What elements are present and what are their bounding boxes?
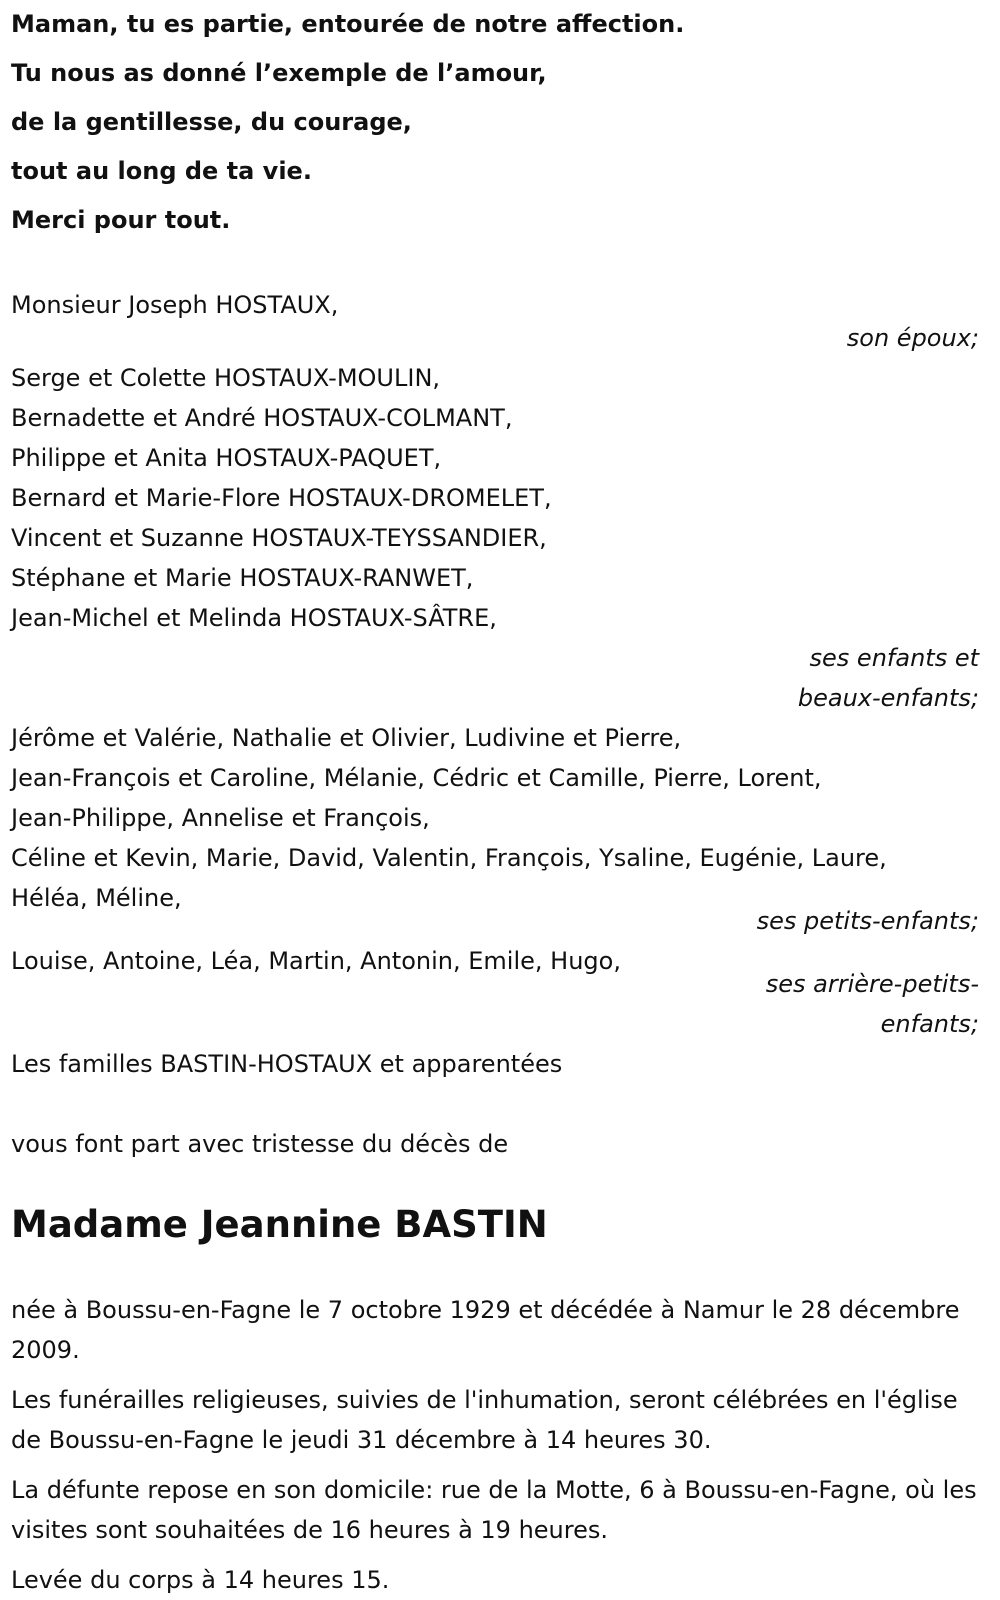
grandchildren-section (11, 718, 979, 941)
great-grandchildren-names: Louise, Antoine, Léa, Martin, Antonin, Emile, Hugo, (11, 947, 621, 975)
poem-line: Maman, tu es partie, entourée de notre affection. (11, 10, 685, 38)
spouse-role: son époux; (846, 324, 979, 352)
families-line: Les familles BASTIN-HOSTAUX et apparentées (11, 1050, 563, 1078)
departure-paragraph: Levée du corps à 14 heures 15. (11, 1566, 390, 1594)
announcement-line: vous font part avec tristesse du décès de (11, 1130, 509, 1158)
children-role-line1: ses enfants et (809, 644, 979, 672)
poem-line: Tu nous as donné l’exemple de l’amour, (11, 59, 547, 87)
children-role-line2: beaux-enfants; (797, 684, 979, 712)
grandchildren-role: ses petits-enfants; (756, 907, 979, 935)
child-name: Stéphane et Marie HOSTAUX-RANWET, (11, 564, 474, 592)
great-grandchildren-section (11, 941, 979, 1044)
birth-death-paragraph: née à Boussu-en-Fagne le 7 octobre 1929 et décédée à Namur le 28 décembre 2009. (11, 1296, 960, 1364)
deceased-name: Madame Jeannine BASTIN (11, 1203, 548, 1246)
funeral-paragraph: Les funérailles religieuses, suivies de l'inhumation, seront célébrées en l'église de Boussu-en-Fagne le jeudi 31 décembre à 14 heures 30. (11, 1386, 958, 1454)
child-name: Jean-Michel et Melinda HOSTAUX-SÂTRE, (11, 604, 497, 632)
spacer (11, 245, 979, 285)
child-name: Bernard et Marie-Flore HOSTAUX-DROMELET, (11, 484, 552, 512)
children-section (11, 358, 979, 718)
spouse-section (11, 285, 979, 358)
child-name: Philippe et Anita HOSTAUX-PAQUET, (11, 444, 442, 472)
grandchildren-line: Jérôme et Valérie, Nathalie et Olivier, Ludivine et Pierre, (11, 724, 682, 752)
child-name: Serge et Colette HOSTAUX-MOULIN, (11, 364, 441, 392)
grandchildren-line: Céline et Kevin, Marie, David, Valentin, François, Ysaline, Eugénie, Laure, (11, 844, 887, 872)
grandchildren-line: Jean-Philippe, Annelise et François, (11, 804, 430, 832)
spouse-name: Monsieur Joseph HOSTAUX, (11, 291, 339, 319)
poem-line: Merci pour tout. (11, 206, 231, 234)
poem-line: tout au long de ta vie. (11, 157, 312, 185)
obituary-notice (11, 0, 979, 1600)
child-name: Bernadette et André HOSTAUX-COLMANT, (11, 404, 513, 432)
grandchildren-line: Jean-François et Caroline, Mélanie, Cédric et Camille, Pierre, Lorent, (11, 764, 822, 792)
rest-paragraph: La défunte repose en son domicile: rue de la Motte, 6 à Boussu-en-Fagne, où les visites sont souhaitées de 16 heures à 19 heures. (11, 1476, 977, 1544)
child-name: Vincent et Suzanne HOSTAUX-TEYSSANDIER, (11, 524, 547, 552)
poem-line: de la gentillesse, du courage, (11, 108, 412, 136)
great-grandchildren-role-line1: ses arrière-petits- (765, 970, 979, 998)
poem (11, 0, 979, 245)
grandchildren-line: Héléa, Méline, (11, 884, 182, 912)
great-grandchildren-role-line2: enfants; (880, 1010, 979, 1038)
